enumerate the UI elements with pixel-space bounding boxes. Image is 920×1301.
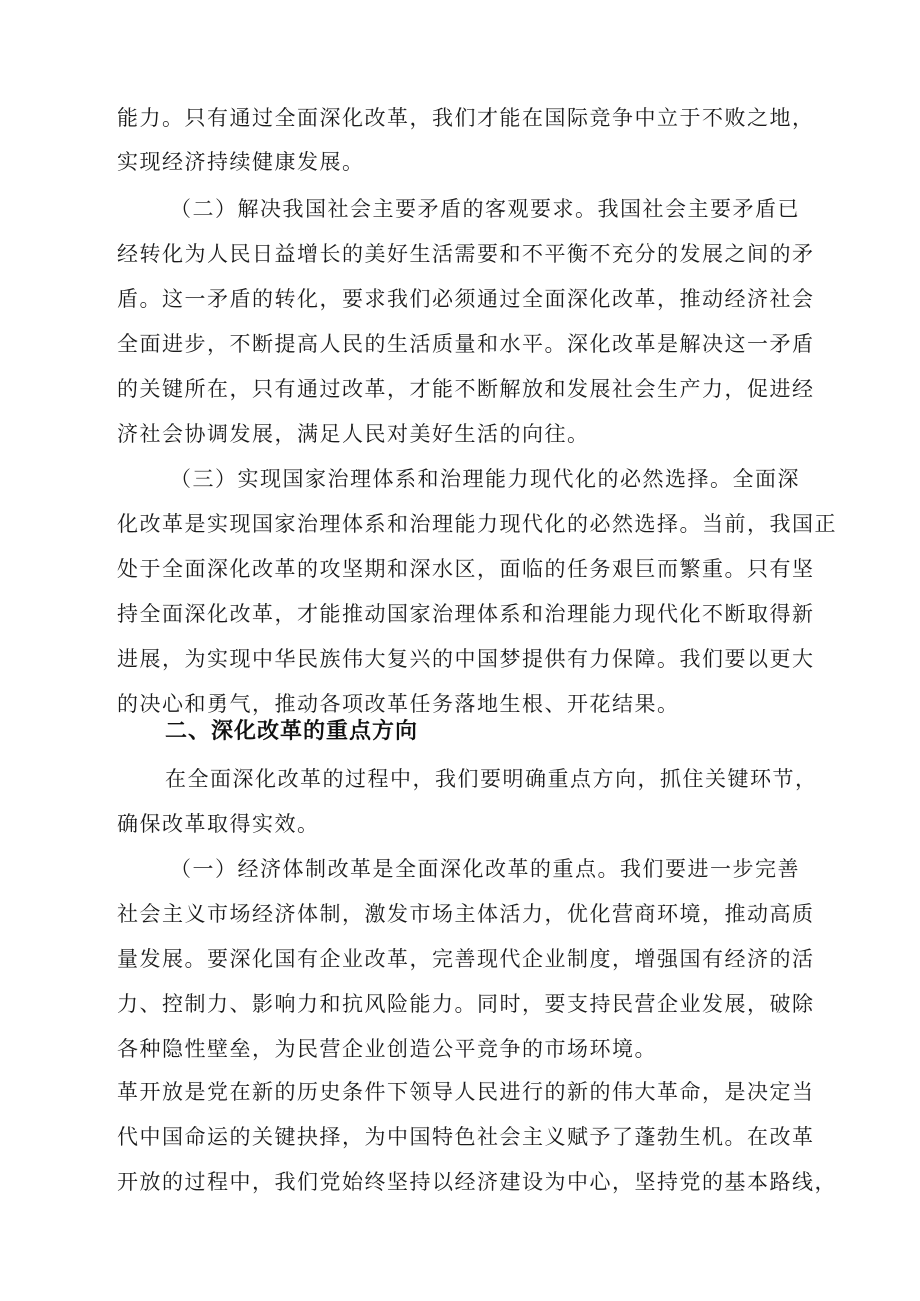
text-line: 能力。只有通过全面深化改革，我们才能在国际竞争中立于不败之地， (117, 106, 815, 130)
text-line: 处于全面深化改革的攻坚期和深水区，面临的任务艰巨而繁重。只有坚 (117, 557, 815, 581)
paragraph-heading-1: （一）经济体制改革是全面深化改革的重点。我们要进一步完善 (170, 857, 800, 881)
text-line: 全面进步，不断提高人民的生活质量和水平。深化改革是解决这一矛盾 (117, 332, 815, 356)
text-line: 的决心和勇气，推动各项改革任务落地生根、开花结果。 (117, 692, 680, 716)
text-line: 在全面深化改革的过程中，我们要明确重点方向，抓住关键环节， (165, 767, 818, 791)
text-line: 进展，为实现中华民族伟大复兴的中国梦提供有力保障。我们要以更大 (117, 647, 815, 671)
text-line: 开放的过程中，我们党始终坚持以经济建设为中心，坚持党的基本路线， (117, 1170, 837, 1194)
text-line: 的关键所在，只有通过改革，才能不断解放和发展社会生产力，促进经 (117, 377, 815, 401)
text-line: 持全面深化改革，才能推动国家治理体系和治理能力现代化不断取得新 (117, 602, 815, 626)
paragraph-heading-2: （二）解决我国社会主要矛盾的客观要求。我国社会主要矛盾已 (170, 197, 800, 221)
text-line: 化改革是实现国家治理体系和治理能力现代化的必然选择。当前，我国正 (117, 512, 837, 536)
text-line: 量发展。要深化国有企业改革，完善现代企业制度，增强国有经济的活 (117, 947, 815, 971)
text-line: 实现经济持续健康发展。 (117, 150, 365, 174)
text-line: 经转化为人民日益增长的美好生活需要和不平衡不充分的发展之间的矛 (117, 242, 815, 266)
paragraph-heading-3: （三）实现国家治理体系和治理能力现代化的必然选择。全面深 (170, 467, 800, 491)
text-line: 济社会协调发展，满足人民对美好生活的向往。 (117, 422, 590, 446)
text-line: 代中国命运的关键抉择，为中国特色社会主义赋予了蓬勃生机。在改革 (117, 1125, 815, 1149)
section-heading: 二、深化改革的重点方向 (165, 719, 419, 744)
text-line: 力、控制力、影响力和抗风险能力。同时，要支持民营企业发展，破除 (117, 992, 815, 1016)
text-line: 社会主义市场经济体制，激发市场主体活力，优化营商环境，推动高质 (117, 902, 815, 926)
text-line: 革开放是党在新的历史条件下领导人民进行的新的伟大革命，是决定当 (117, 1080, 815, 1104)
text-line: 盾。这一矛盾的转化，要求我们必须通过全面深化改革，推动经济社会 (117, 287, 815, 311)
text-line: 各种隐性壁垒，为民营企业创造公平竞争的市场环境。 (117, 1037, 657, 1061)
text-line: 确保改革取得实效。 (117, 812, 320, 836)
